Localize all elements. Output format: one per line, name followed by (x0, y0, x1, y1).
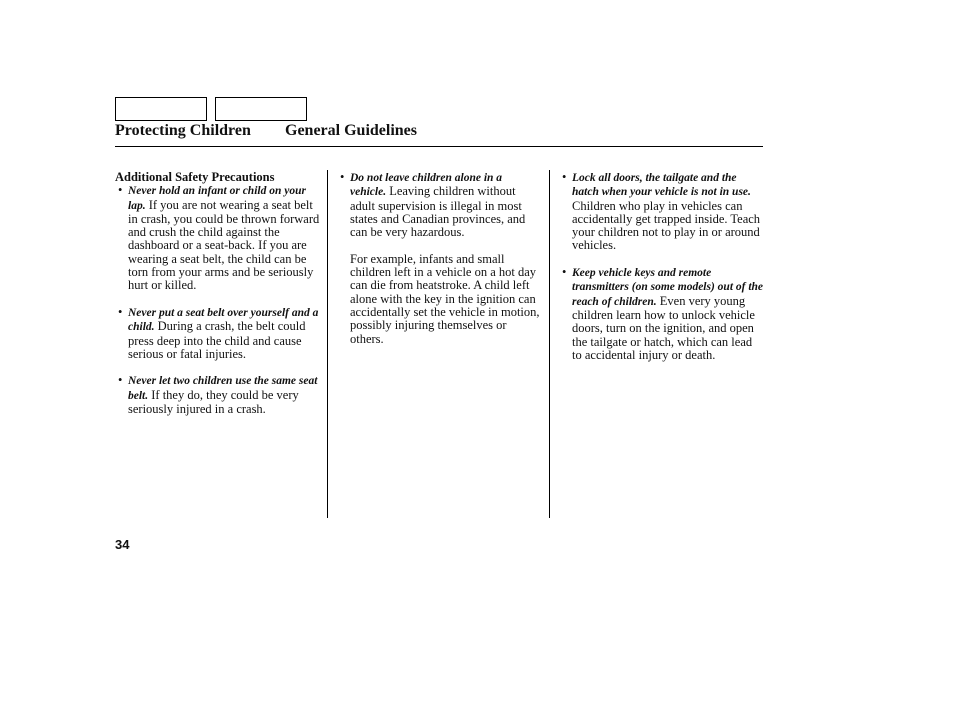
bullet-icon: • (118, 183, 123, 198)
list-item (115, 306, 320, 361)
bullet-lead: Never let two children use the same seat belt. (128, 375, 318, 402)
column-divider (327, 170, 328, 518)
bullet-icon: • (340, 170, 345, 184)
section-title: Protecting Children (115, 122, 251, 139)
text-column-1 (115, 171, 320, 430)
nav-tab-box-2[interactable] (215, 97, 307, 121)
text-column-3 (559, 171, 764, 375)
bullet-text: Leaving children without adult supervision is illegal in most states and Canadian provinces, and can be very hazardous. (350, 184, 526, 240)
bullet-text: Children who play in vehicles can accidentally get trapped inside. Teach your children not to play in or around vehicles. (572, 198, 761, 253)
list-item (115, 374, 320, 416)
bullet-text: If you are not wearing a seat belt in crash, you could be thrown forward and crush the child against the dashboard or a seat-back. If you are wearing a seat belt, the child can be torn from your arms and be seriously hurt or killed. (128, 197, 320, 293)
bullet-lead: Lock all doors, the tailgate and the hatch when your vehicle is not in use. (572, 172, 751, 199)
bullet-lead: Do not leave children alone in a vehicle. (350, 172, 503, 199)
bullet-icon: • (118, 373, 123, 388)
bullet-icon: • (562, 265, 567, 280)
header-rule (115, 146, 763, 147)
list-item (115, 184, 320, 292)
text-column-2 (337, 171, 540, 359)
list-item (559, 266, 764, 362)
page-title: General Guidelines (285, 122, 417, 139)
nav-tab-box-1[interactable] (115, 97, 207, 121)
bullet-icon: • (118, 304, 123, 319)
list-item (559, 171, 764, 253)
bullet-text: If they do, they could be very seriously injured in a crash. (128, 387, 299, 417)
column-divider (549, 170, 550, 518)
page-number: 34 (115, 537, 130, 552)
body-paragraph: For example, infants and small children left in a vehicle on a hot day can die from heatstroke. A child left alone with the key in the ignition can accidentally set the vehicle in motion, possibly injuring themselves or others. (350, 251, 540, 346)
bullet-lead: Never put a seat belt over yourself and a child. (128, 306, 319, 334)
list-item (337, 171, 540, 239)
subsection-heading: Additional Safety Precautions (115, 170, 275, 184)
bullet-lead: Keep vehicle keys and remote transmitters (on some models) out of the reach of children. (572, 267, 764, 308)
bullet-lead: Never hold an infant or child on your lap. (128, 185, 306, 212)
bullet-text: Even very young children learn how to unlock vehicle doors, turn on the ignition, and open the tailgate or hatch, which can lead to accidental injury or death. (572, 293, 755, 362)
bullet-icon: • (562, 170, 567, 184)
bullet-text: During a crash, the belt could press deep into the child and cause serious or fatal injuries. (128, 319, 306, 361)
